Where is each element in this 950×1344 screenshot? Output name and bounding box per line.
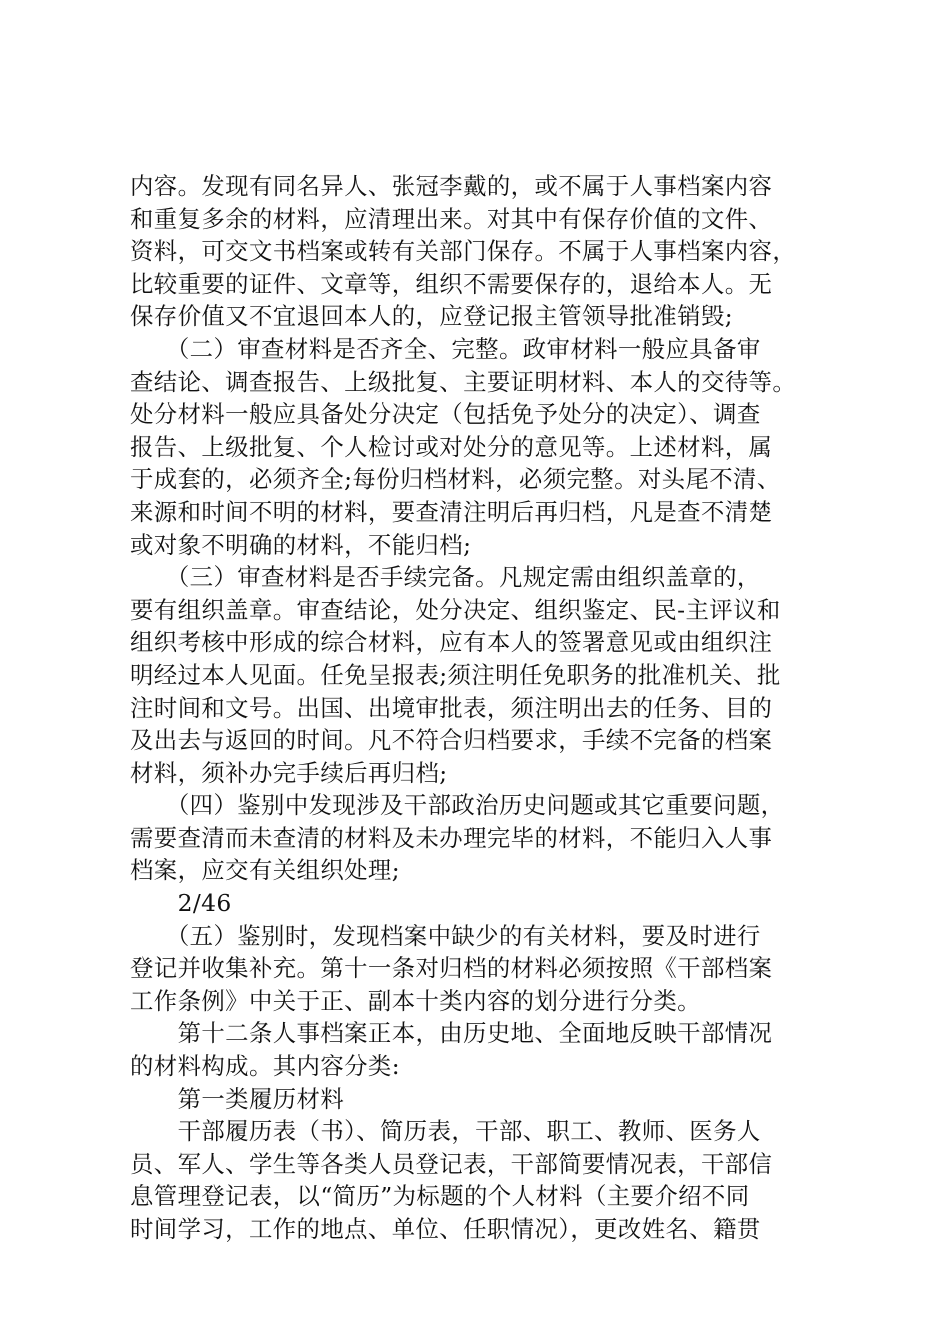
- text-line: 登记并收集补充。第十一条对归档的材料必须按照《干部档案: [130, 954, 773, 983]
- page-number: 2/46: [130, 889, 232, 918]
- section-heading: 第一类履历材料: [130, 1084, 345, 1113]
- body-text: [130, 170, 830, 1246]
- text-line: 时间学习，工作的地点、单位、任职情况），更改姓名、籍贯: [130, 1215, 761, 1243]
- text-line: （三）审查材料是否手续完备。凡规定需由组织盖章的，: [130, 563, 761, 592]
- text-line: 档案，应交有关组织处理;: [130, 856, 400, 885]
- text-line: 第十二条人事档案正本，由历史地、全面地反映干部情况: [130, 1019, 773, 1048]
- text-line: 资料，可交文书档案或转有关部门保存。不属于人事档案内容，: [130, 237, 797, 266]
- text-line: 报告、上级批复、个人检讨或对处分的意见等。上述材料，属: [130, 432, 773, 461]
- text-line: 息管理登记表，以“简历”为标题的个人材料（主要介绍不同: [130, 1182, 750, 1211]
- text-line: （二）审查材料是否齐全、完整。政审材料一般应具备审: [130, 334, 761, 363]
- text-line: 内容。发现有同名异人、张冠李戴的，或不属于人事档案内容: [130, 172, 773, 200]
- text-line: 来源和时间不明的材料，要查清注明后再归档，凡是查不清楚: [130, 497, 773, 526]
- text-line: 及出去与返回的时间。凡不符合归档要求，手续不完备的档案: [130, 726, 773, 755]
- text-line: 处分材料一般应具备处分决定（包括免予处分的决定）、调查: [130, 400, 761, 429]
- text-line: 和重复多余的材料，应清理出来。对其中有保存价值的文件、: [130, 204, 773, 233]
- text-line: 的材料构成。其内容分类:: [130, 1052, 400, 1081]
- text-line: 明经过本人见面。任免呈报表;须注明任免职务的批准机关、批: [130, 660, 781, 689]
- text-line: 干部履历表（书）、简历表，干部、职工、教师、医务人: [130, 1117, 761, 1146]
- text-line: 员、军人、学生等各类人员登记表，干部简要情况表，干部信: [130, 1149, 773, 1178]
- text-line: 组织考核中形成的综合材料，应有本人的签署意见或由组织注: [130, 628, 773, 657]
- text-line: 材料，须补办完手续后再归档;: [130, 758, 448, 787]
- text-line: 注时间和文号。出国、出境审批表，须注明出去的任务、目的: [130, 693, 773, 722]
- text-line: 比较重要的证件、文章等，组织不需要保存的，退给本人。无: [130, 269, 773, 298]
- text-line: 于成套的，必须齐全;每份归档材料，必须完整。对头尾不清、: [130, 465, 781, 494]
- text-line: 要有组织盖章。审查结论，处分决定、组织鉴定、民-主评议和: [130, 595, 781, 624]
- text-line: （四）鉴别中发现涉及干部政治历史问题或其它重要问题，: [130, 791, 785, 820]
- text-line: 查结论、调查报告、上级批复、主要证明材料、本人的交待等。: [130, 367, 797, 396]
- text-line: （五）鉴别时，发现档案中缺少的有关材料，要及时进行: [130, 921, 761, 950]
- text-line: 保存价值又不宜退回本人的，应登记报主管领导批准销毁;: [130, 302, 734, 331]
- text-line: 工作条例》中关于正、副本十类内容的划分进行分类。: [130, 986, 701, 1015]
- text-line: 需要查清而未查清的材料及未办理完毕的材料，不能归入人事: [130, 823, 773, 852]
- text-line: 或对象不明确的材料，不能归档;: [130, 530, 472, 559]
